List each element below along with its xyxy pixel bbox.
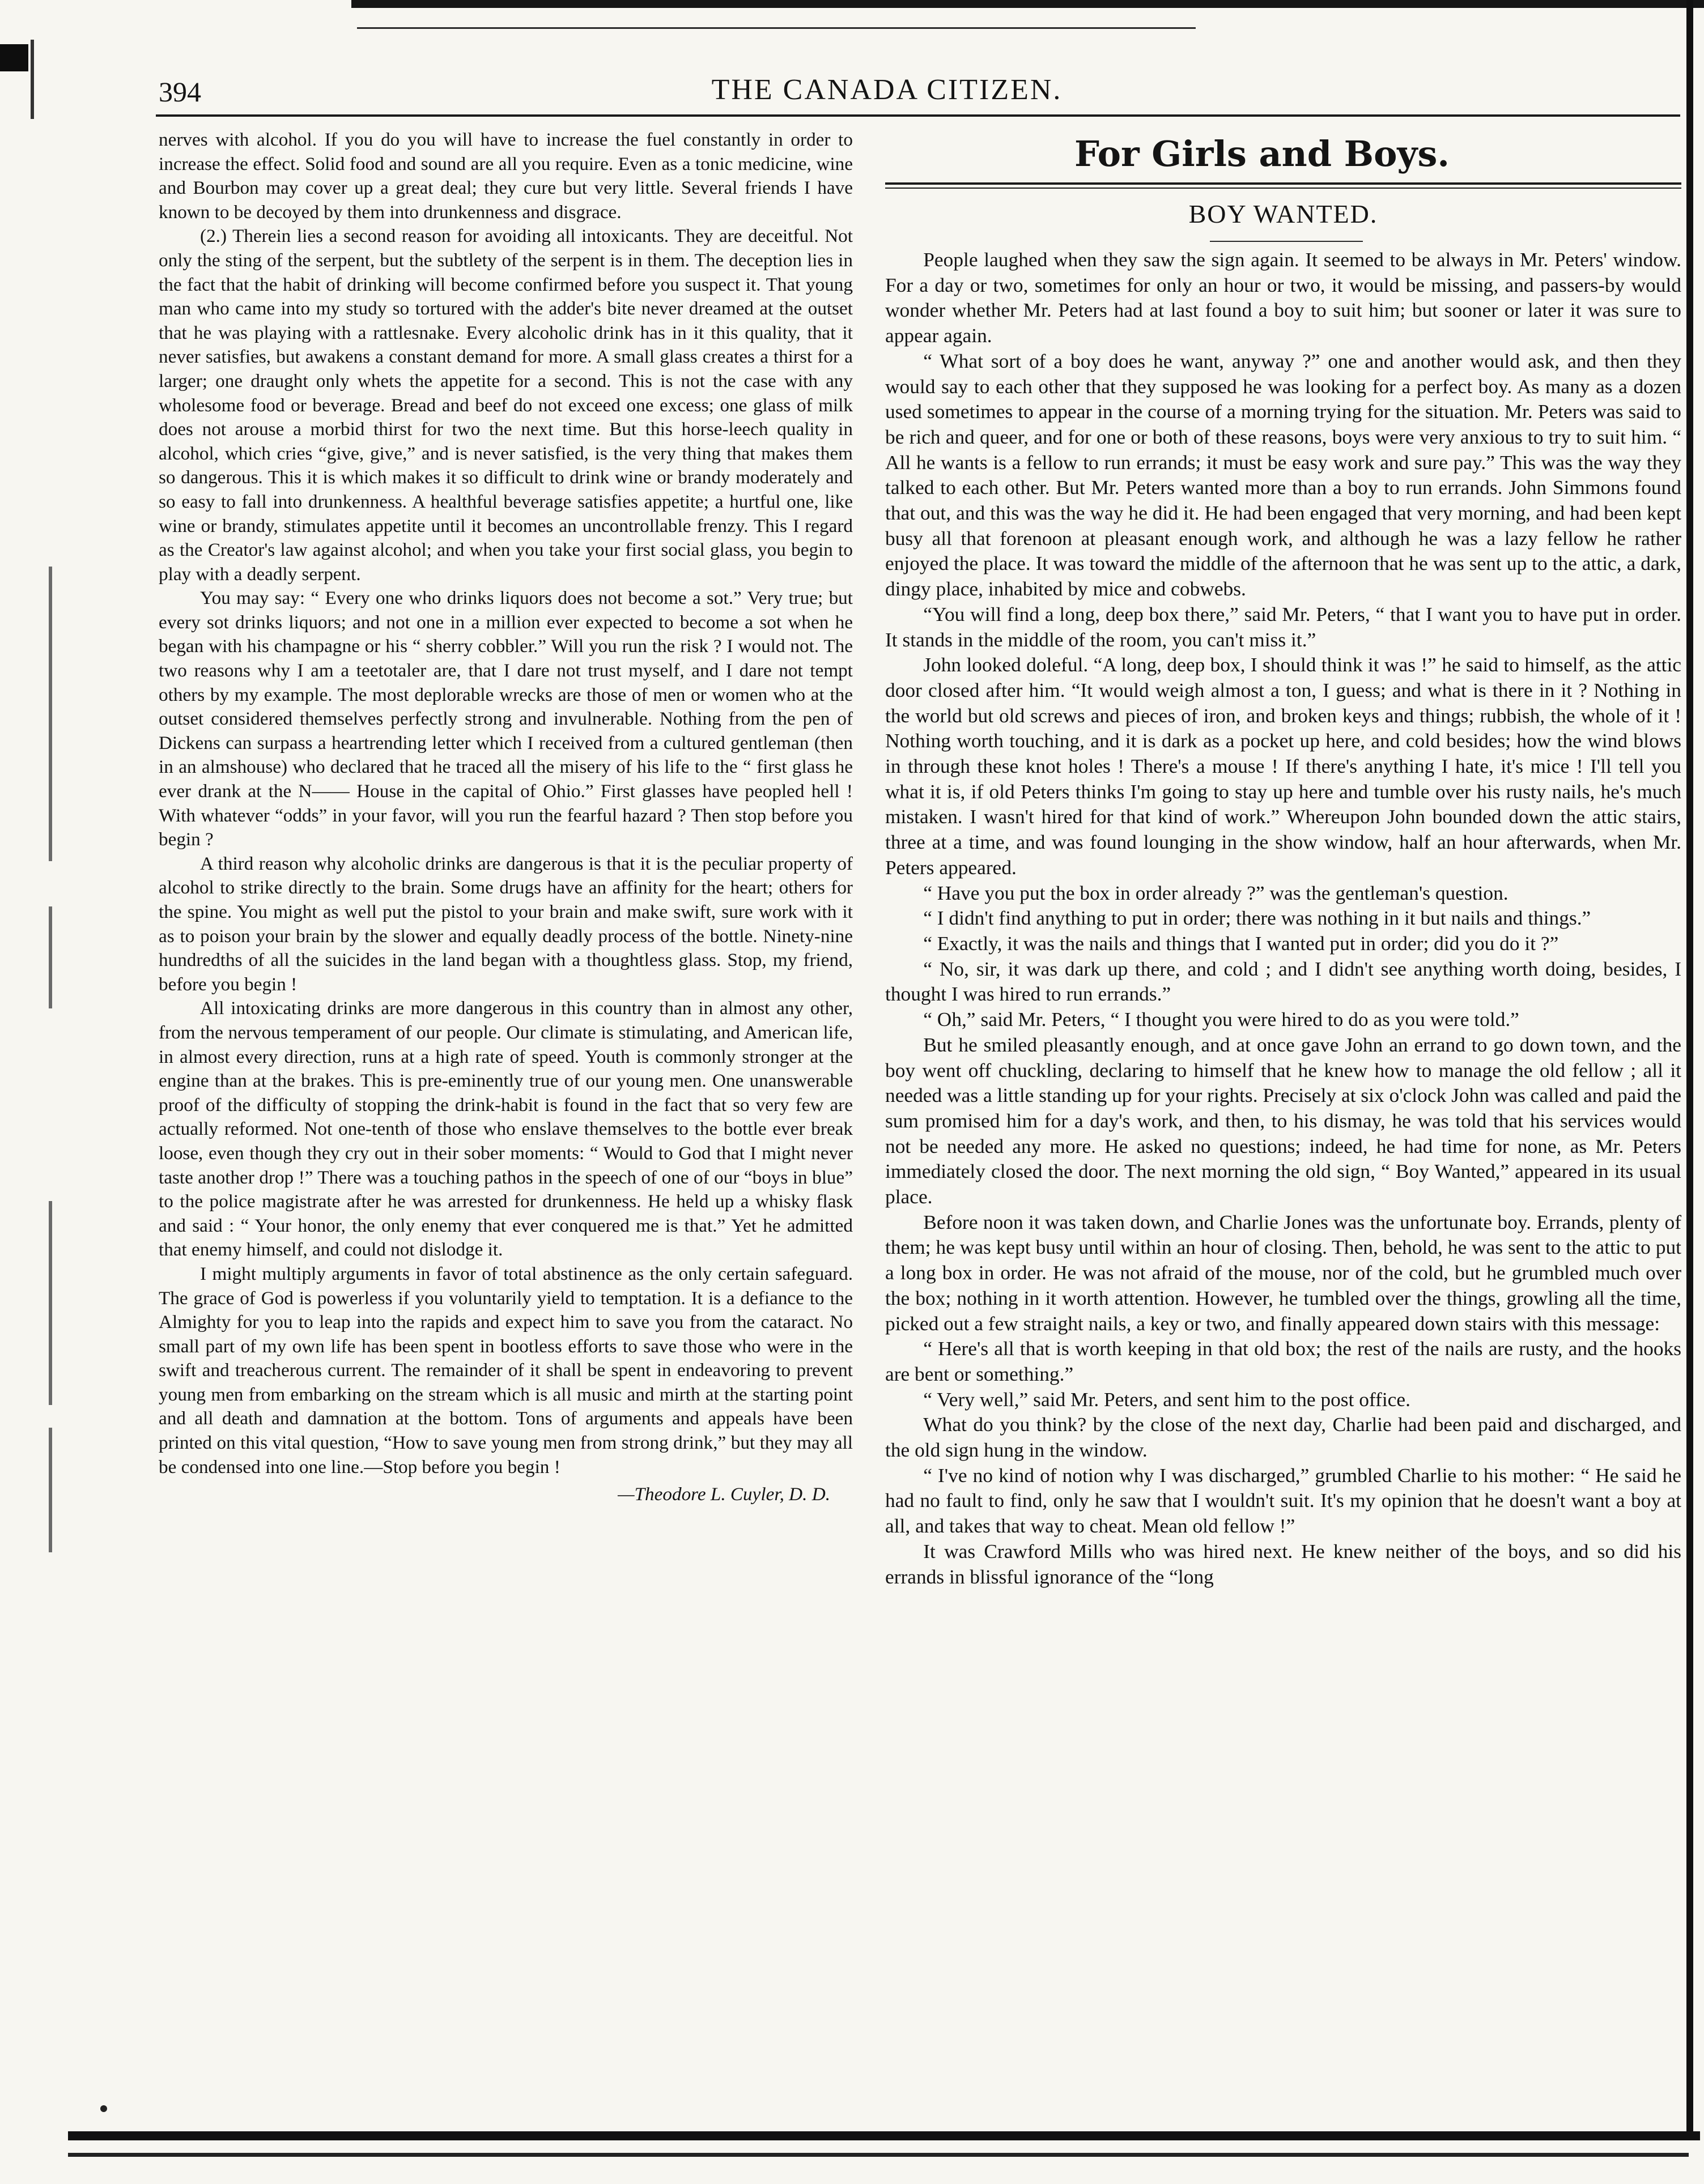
bottom-border-bar (68, 2131, 1700, 2140)
margin-ink-stroke (31, 40, 34, 119)
margin-scan-noise (49, 1201, 52, 1405)
right-paragraph: “ Here's all that is worth keeping in that old box; the rest of the nails are rusty, and the hooks are bent or something.” (885, 1337, 1681, 1385)
page-number: 394 (159, 76, 201, 108)
right-paragraph: It was Crawford Mills who was hired next. He knew neither of the boys, and so did his errands in blissful ignorance of the “long (885, 1539, 1681, 1588)
right-column (885, 247, 1681, 1589)
right-paragraph: John looked doleful. “A long, deep box, I should think it was !” he said to himself, as the attic door closed after him. “It would weigh almost a ton, I guess; and what is there in it ? Nothing in the world but old screws and pieces of iron, and broken keys and things; rubbish, the whole of it ! Nothing worth touching, and it is dark as a pocket up here, and cold besides; how the wind blows in through these knot holes ! There's a mouse ! If there's anything I hate, it's mice ! I'll tell you what it is, if old Peters thinks I'm going to stay up here and tumble over his rusty nails, he's much mistaken. I wasn't hired for that kind of work.” Whereupon John bounded down the attic stairs, three at a time, and was found lounging in the show window, half an hour afterwards, when Mr. Peters appeared. (885, 653, 1681, 879)
right-paragraph: “ I didn't find anything to put in order; there was nothing in it but nails and things.” (923, 906, 1591, 930)
right-paragraph: “ Exactly, it was the nails and things that I wanted put in order; did you do it ?” (923, 931, 1559, 955)
left-paragraph: nerves with alcohol. If you do you will have to increase the fuel constantly in order to increase the effect. Solid food and sound are all you require. Even as a tonic medicine, wine and Bourbon may cover up a great deal; they cure but very little. Several friends I have known to be decoyed by them into drunkenness and disgrace. (159, 129, 853, 223)
top-thin-rule (357, 27, 1196, 29)
right-paragraph: But he smiled pleasantly enough, and at once gave John an errand to go down town, and the boy went off chuckling, declaring to himself that he knew how to manage the old fellow ; all it needed was a little standing up for your rights. Precisely at six o'clock John was called and paid the sum promised him for a day's work, and then, to his dismay, he was told that his services would not be needed any more. He asked no questions; indeed, he had time for none, as Mr. Peters immediately closed the door. The next morning the old sign, “ Boy Wanted,” appeared in its usual place. (885, 1033, 1681, 1208)
right-page-border (1686, 0, 1693, 2139)
right-paragraph: What do you think? by the close of the next day, Charlie had been paid and discharged, and the old sign hung in the window. (885, 1413, 1681, 1462)
margin-ink-mark (0, 44, 28, 71)
right-paragraph: “You will find a long, deep box there,” said Mr. Peters, “ that I want you to have put in order. It stands in the middle of the room, you can't miss it.” (885, 602, 1681, 651)
margin-scan-noise (49, 906, 52, 1008)
top-border-bar (351, 0, 1704, 8)
margin-scan-noise (49, 567, 52, 861)
right-paragraph: “ Have you put the box in order already ?” was the gentleman's question. (923, 881, 1508, 904)
right-paragraph: “ Very well,” said Mr. Peters, and sent him to the post office. (923, 1387, 1410, 1411)
section-heading: For Girls and Boys. (1074, 133, 1450, 174)
header-rule (156, 114, 1680, 117)
left-paragraph: (2.) Therein lies a second reason for avoiding all intoxicants. They are deceitful. Not only the sting of the serpent, but the subtlety of the serpent is in them. The deception lies in the fact that the habit of drinking will become confirmed before you suspect it. That young man who came into my study so tortured with the adder's bite never dreamed at the outset that he was playing with a rattlesnake. Every alcoholic drink has in it this quality, that it never satisfies, but awakens a constant demand for more. A small glass creates a thirst for a larger; one draught only whets the appetite for a second. This is not the case with any wholesome food or beverage. Bread and beef do not exceed one excess; one glass of milk does not arouse a morbid thirst for two the next time. But this horse-leech quality in alcohol, which cries “give, give,” and is never satisfied, is the very thing that makes them so dangerous. This it is which makes it so difficult to drink wine or brandy moderately and so easy to fall into drunkenness. A healthful beverage satisfies appetite; a hurtful one, like wine or brandy, stimulates appetite until it becomes an uncontrollable frenzy. This I regard as the Creator's law against alcohol; and when you take your first social glass, you begin to play with a deadly serpent. (159, 225, 853, 585)
story-title-rule (1210, 241, 1363, 242)
running-head: THE CANADA CITIZEN. (711, 74, 1063, 106)
section-rule-thick (885, 182, 1681, 185)
left-column (159, 128, 853, 1507)
bottom-thin-rule (68, 2153, 1689, 2157)
right-paragraph: “ No, sir, it was dark up there, and cold ; and I didn't see anything worth doing, besides, I thought I was hired to run errands.” (885, 957, 1681, 1006)
right-paragraph: Before noon it was taken down, and Charlie Jones was the unfortunate boy. Errands, plenty of them; he was kept busy until within an hour of closing. Then, behold, he was sent to the attic to put a long box in order. He was not afraid of the mouse, nor of the cold, but he grumbled much over the box; nothing in it worth attention. However, he tumbled over the things, growling all the time, picked out a few straight nails, a key or two, and finally appeared down stairs with this message: (885, 1210, 1681, 1335)
margin-scan-noise (49, 1428, 52, 1552)
right-paragraph: “ I've no kind of notion why I was discharged,” grumbled Charlie to his mother: “ He said he had no fault to find, only he saw that I wouldn't suit. It's my opinion that he doesn't want a boy at all, and takes that way to cheat. Mean old fellow !” (885, 1463, 1681, 1538)
section-rule-thin (885, 188, 1681, 189)
article-signature: —Theodore L. Cuyler, D. D. (618, 1484, 830, 1505)
left-paragraph: All intoxicating drinks are more dangerous in this country than in almost any other, from the nervous temperament of our people. Our climate is stimulating, and American life, in almost every direction, runs at a high rate of speed. Youth is commonly stronger at the engine than at the brakes. This is pre-eminently true of our young men. One unanswerable proof of the difficulty of stopping the drink-habit is found in the fact that so very few are actually reformed. Not one-tenth of those who enslave themselves to the bottle ever break loose, even though they cry out in their sober moments: “ Would to God that I might never taste another drop !” There was a touching pathos in the speech of one of our “boys in blue” to the police magistrate after he was arrested for drunkenness. He held up a whisky flask and said : “ Your honor, the only enemy that ever conquered me is that.” Yet he admitted that enemy himself, and could not dislodge it. (159, 998, 853, 1261)
story-title: BOY WANTED. (1188, 199, 1378, 228)
scan-speck (100, 2105, 107, 2112)
right-paragraph: “ What sort of a boy does he want, anyway ?” one and another would ask, and then they would say to each other that they supposed he was looking for a perfect boy. As many as a dozen used sometimes to appear in the course of a morning trying for the situation. Mr. Peters was said to be rich and queer, and for one or both of these reasons, boys were very anxious to try to suit him. “ All he wants is a fellow to run errands; it must be easy work and sure pay.” This was the way they talked to each other. But Mr. Peters wanted more than a boy to run errands. John Simmons found that out, and this was the way he did it. He had been engaged that very morning, and had been kept busy all that forenoon at pleasant enough work, and although he was a lazy fellow he rather enjoyed the place. It was toward the middle of the afternoon that he was sent up to the attic, a dark, dingy place, inhabited by mice and cobwebs. (885, 349, 1681, 601)
right-paragraph: “ Oh,” said Mr. Peters, “ I thought you were hired to do as you were told.” (923, 1008, 1519, 1031)
left-paragraph: You may say: “ Every one who drinks liquors does not become a sot.” Very true; but every sot drinks liquors; and not one in a million ever expected to become a sot when he began with his champagne or his “ sherry cobbler.” Will you run the risk ? I would not. The two reasons why I am a teetotaler are, that I dare not trust myself, and I dare not tempt others by my example. The most deplorable wrecks are those of men or women who at the outset considered themselves perfectly strong and invulnerable. Nothing from the pen of Dickens can surpass a heartrending letter which I received from a cultured gentleman (then in an almshouse) who declared that he traced all the misery of his life to the “ first glass he ever drank at the N—— House in the capital of Ohio.” First glasses have peopled hell ! With whatever “odds” in your favor, will you run the fearful hazard ? Then stop before you begin ? (159, 587, 853, 850)
left-paragraph: A third reason why alcoholic drinks are dangerous is that it is the peculiar property of alcohol to strike directly to the brain. Some drugs have an affinity for the heart; others for the spine. You might as well put the pistol to your brain and make swift, sure work with it as to poison your brain by the slower and equally deadly process of the bottle. Ninety-nine hundredths of all the suicides in the land began with a thoughtless glass. Stop, my friend, before you begin ! (159, 853, 853, 995)
left-paragraph: I might multiply arguments in favor of total abstinence as the only certain safeguard. The grace of God is powerless if you voluntarily yield to temptation. It is a defiance to the Almighty for you to leap into the rapids and expect him to save you from the cataract. No small part of my own life has been spent in bootless efforts to save those who were in the swift and treacherous current. The remainder of it shall be spent in endeavoring to prevent young men from embarking on the stream which is all music and mirth at the starting point and all death and damnation at the bottom. Tons of arguments and appeals have been printed on this vital question, “How to save young men from strong drink,” but they may all be condensed into one line.—Stop before you begin ! (159, 1263, 853, 1478)
right-paragraph: People laughed when they saw the sign again. It seemed to be always in Mr. Peters' window. For a day or two, sometimes for only an hour or two, it would be missing, and passers-by would wonder whether Mr. Peters had at last found a boy to suit him; but sooner or later it was sure to appear again. (885, 248, 1681, 347)
